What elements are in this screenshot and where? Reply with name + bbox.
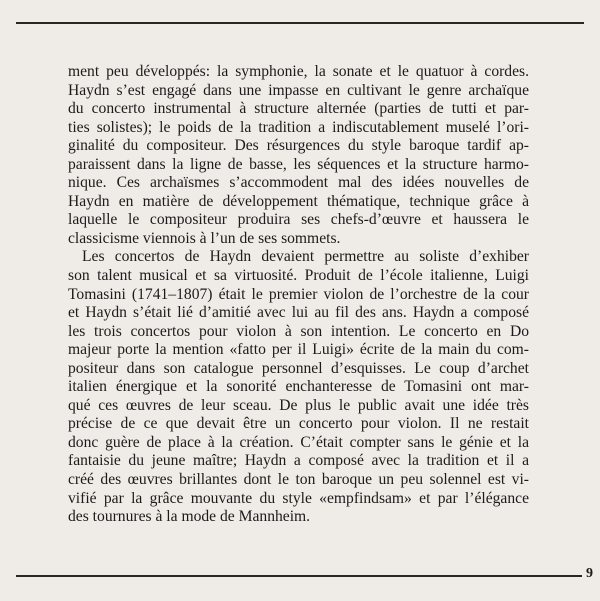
text-line: qué ces œuvres de leur sceau. De plus le public avait une idée très	[68, 396, 529, 414]
text-line: du concerto instrumental à structure alternée (parties de tutti et par-	[68, 100, 529, 118]
text-line: italien énergique et la sonorité enchanteresse de Tomasini ont mar-	[68, 378, 529, 396]
text-line: donc guère de place à la création. C’était compter sans le génie et la	[68, 433, 529, 451]
text-line: Les concertos de Haydn devaient permettre au soliste d’exhiber	[82, 248, 529, 266]
text-line: fantaisie du jeune maître; Haydn a composé avec la tradition et il a	[68, 452, 529, 470]
text-line: classicisme viennois à l’un de ses sommets.	[68, 229, 341, 247]
text-line: son talent musical et sa virtuosité. Produit de l’école italienne, Luigi	[68, 267, 529, 285]
paragraph-2	[68, 248, 529, 526]
paragraph-1	[68, 63, 529, 248]
top-rule	[16, 22, 584, 24]
text-line: les trois concertos pour violon à son intention. Le concerto en Do	[68, 322, 529, 340]
text-line: paraissent dans la ligne de basse, les séquences et la structure harmo-	[68, 155, 529, 173]
text-line: Haydn en matière de développement thématique, technique grâce à	[68, 192, 529, 210]
page-number: 9	[586, 566, 593, 581]
text-line: et Haydn s’était lié d’amitié avec lui au fil des ans. Haydn a composé	[68, 304, 529, 322]
text-line: précise de ce que devait être un concerto pour violon. Il ne restait	[68, 415, 529, 433]
text-line: positeur dans son catalogue personnel d’esquisses. Le coup d’archet	[68, 359, 529, 377]
text-line: ment peu développés: la symphonie, la sonate et le quatuor à cordes.	[68, 63, 529, 80]
text-line: majeur porte la mention «fatto per il Luigi» écrite de la main du com-	[68, 341, 529, 359]
text-line: Haydn s’est engagé dans une impasse en cultivant le genre archaïque	[68, 81, 529, 99]
text-line: créé des œuvres brillantes dont le ton baroque un peu solennel est vi-	[68, 471, 529, 489]
text-line: Tomasini (1741–1807) était le premier violon de l’orchestre de la cour	[68, 285, 529, 303]
text-line: des tournures à la mode de Mannheim.	[68, 508, 311, 526]
text-line: nique. Ces archaïsmes s’accommodent mal des idées nouvelles de	[68, 174, 529, 192]
text-line: vifié par la grâce mouvante du style «empfindsam» et par l’élégance	[68, 489, 529, 507]
body-text	[68, 63, 529, 527]
bottom-rule	[16, 575, 582, 577]
text-line: ginalité du compositeur. Des résurgences du style baroque tardif ap-	[68, 137, 529, 155]
text-line: laquelle le compositeur produira ses chefs-d’œuvre et haussera le	[68, 211, 529, 229]
text-line: ties solistes); le poids de la tradition a indiscutablement muselé l’ori-	[68, 118, 529, 136]
